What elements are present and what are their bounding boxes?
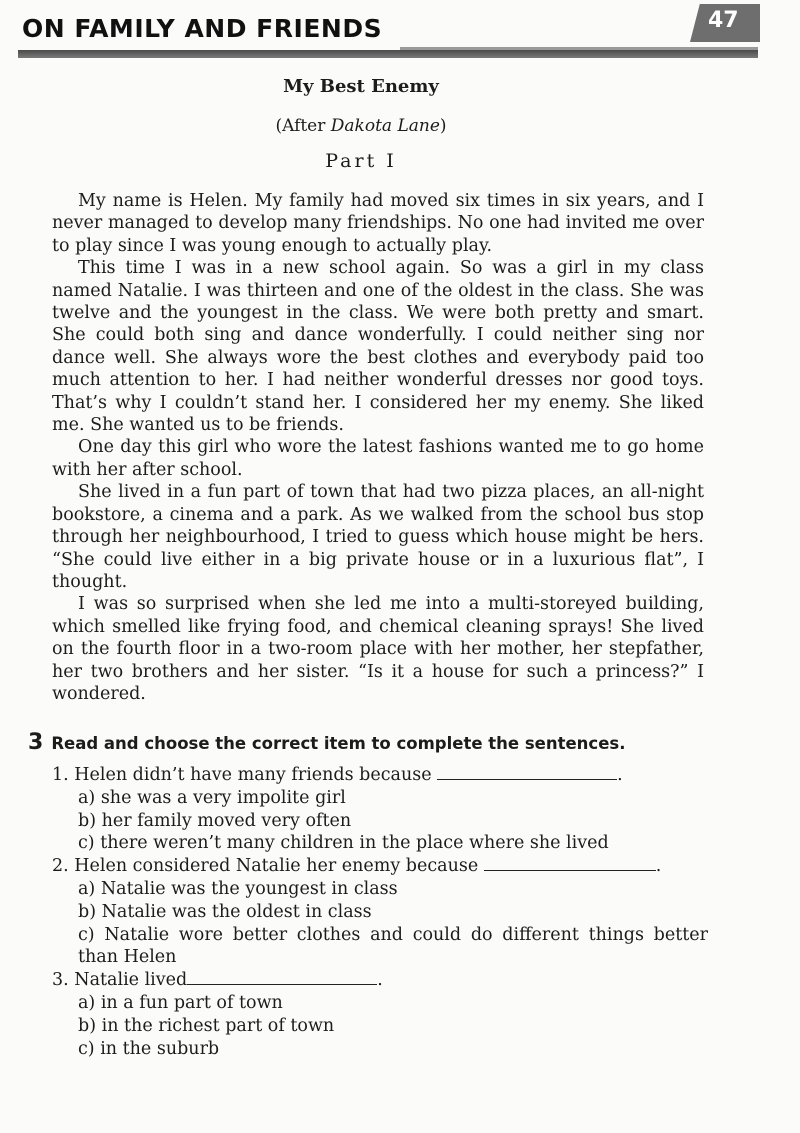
exercise-number: 3 — [28, 730, 44, 755]
question-stem: 1. Helen didn’t have many friends because — [52, 765, 432, 785]
story-paragraph: One day this girl who wore the latest fashions wanted me to go home with her after school. — [52, 437, 704, 480]
story-paragraph: She lived in a fun part of town that had two pizza places, an all-night bookstore, a cinema and a park. As we walked from the school bus stop through her neighbourhood, I tried to guess which house might be hers. “She could live either in a big private house or in a luxurious flat”, I thought. — [52, 482, 704, 592]
answer-blank — [484, 856, 656, 871]
question-list — [52, 764, 712, 1060]
page-header-title: ON FAMILY AND FRIENDS — [22, 14, 383, 43]
question-stem: 2. Helen considered Natalie her enemy because — [52, 856, 479, 877]
option-2c: c) Natalie wore better clothes and could do different things better than Helen — [78, 924, 708, 968]
option-1a: a) she was a very impolite girl — [78, 787, 346, 808]
author-suffix: ) — [439, 116, 447, 136]
question-2 — [52, 855, 712, 878]
option-2a: a) Natalie was the youngest in class — [78, 878, 398, 899]
exercise-instruction: Read and choose the correct item to complete the sentences. — [51, 734, 626, 753]
story-title: My Best Enemy — [283, 76, 439, 97]
question-3 — [52, 969, 712, 992]
question-stem: 3. Natalie lived — [52, 970, 188, 991]
option-2b: b) Natalie was the oldest in class — [78, 901, 372, 922]
author-name: Dakota Lane — [330, 116, 440, 136]
question-1 — [52, 764, 712, 787]
question-end: . — [617, 765, 623, 785]
question-end: . — [377, 970, 383, 991]
exercise-heading — [28, 730, 728, 755]
story-author — [0, 116, 722, 136]
question-end: . — [655, 856, 662, 877]
answer-blank — [437, 765, 617, 780]
option-1c: c) there weren’t many children in the place where she lived — [78, 833, 609, 854]
story-paragraph: I was so surprised when she led me into a multi-storeyed building, which smelled like frying food, and chemical cleaning sprays! She lived on the fourth floor in a two-room place with her mother, her stepfather, her two brothers and her sister. “Is it a house for such a princess?” I wondered. — [52, 594, 704, 704]
option-3a: a) in a fun part of town — [78, 992, 283, 1013]
story-paragraph: This time I was in a new school again. So was a girl in my class named Natalie. I was thirteen and one of the oldest in the class. She was twelve and the youngest in the class. We were both pretty and smart. She could both sing and dance wonderfully. I could neither sing nor dance well. She always wore the best clothes and everybody paid too much attention to her. I had neither wonderful dresses nor good toys. That’s why I couldn’t stand her. I considered her my enemy. She liked me. She wanted us to be friends. — [52, 258, 704, 436]
author-prefix: (After — [275, 116, 331, 136]
option-3c: c) in the suburb — [78, 1038, 220, 1059]
option-3b: b) in the richest part of town — [78, 1015, 335, 1036]
part-heading: Part I — [325, 150, 397, 172]
option-1b: b) her family moved very often — [78, 810, 352, 831]
page-number: 47 — [708, 8, 739, 33]
story-paragraph: My name is Helen. My family had moved six times in six years, and I never managed to develop many friendships. No one had invited me over to play since I was young enough to actually play. — [52, 191, 704, 256]
story-text — [52, 190, 704, 705]
header-rule — [18, 50, 758, 58]
answer-blank — [187, 970, 377, 985]
